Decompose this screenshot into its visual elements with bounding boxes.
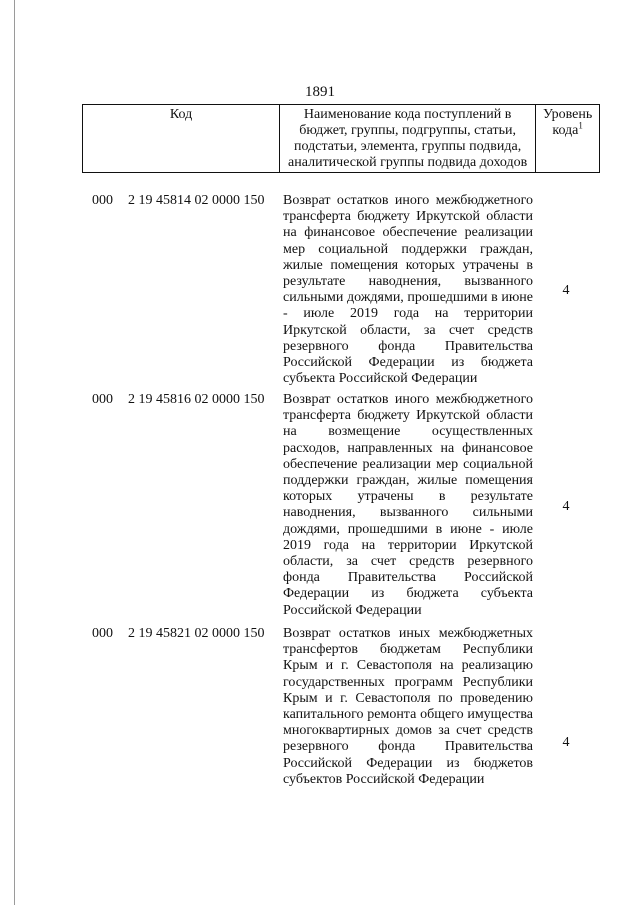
table-header bbox=[82, 104, 600, 173]
header-name: Наименование кода поступлений в бюджет, группы, подгруппы, статьи, подстатьи, элемента, группы подвида, аналитической группы подвида доходов bbox=[280, 105, 536, 173]
admin-code: 000 bbox=[92, 392, 113, 407]
header-code: Код bbox=[83, 105, 280, 173]
code-level: 4 bbox=[562, 735, 570, 750]
header-level-label: Уровень кода bbox=[542, 107, 593, 138]
admin-code: 000 bbox=[92, 193, 113, 208]
page-number: 1891 bbox=[305, 84, 335, 100]
code-level: 4 bbox=[562, 499, 570, 514]
revenue-name: Возврат остатков иного межбюджетного трансферта бюджету Иркутской области на возмещение осуществленных расходов, направленных на финансовое обеспечение реализации мер социальной поддержки граждан, жилые помещения которых утрачены в результате наводнения, вызванного сильными дождями, прошедшими в июне - июле 2019 года на территории Иркутской области, за счет средств резервного фонда Правительства Российской Федерации из бюджета субъекта Российской Федерации bbox=[283, 392, 533, 618]
admin-code: 000 bbox=[92, 626, 113, 641]
code-level: 4 bbox=[562, 283, 570, 298]
page-left-edge bbox=[14, 0, 15, 905]
revenue-code: 2 19 45814 02 0000 150 bbox=[128, 193, 265, 208]
revenue-name: Возврат остатков иного межбюджетного трансферта бюджету Иркутской области на финансовое обеспечение реализации мер социальной поддержки граждан, жилые помещения которых утрачены в результате наводнения, вызванного сильными дождями, прошедшими в июне - июле 2019 года на территории Иркутской области, за счет средств резервного фонда Правительства Российской Федерации из бюджета субъекта Российской Федерации bbox=[283, 193, 533, 387]
header-level bbox=[536, 105, 600, 173]
revenue-code: 2 19 45816 02 0000 150 bbox=[128, 392, 265, 407]
revenue-code: 2 19 45821 02 0000 150 bbox=[128, 626, 265, 641]
revenue-name: Возврат остатков иных межбюджетных трансфертов бюджетам Республики Крым и г. Севастополя на реализацию государственных программ Республики Крым и г. Севастополя по проведению капитального ремонта общего имущества многоквартирных домов за счет средств резервного фонда Правительства Российской Федерации из бюджетов субъектов Российской Федерации bbox=[283, 626, 533, 787]
header-level-footnote: 1 bbox=[578, 120, 583, 131]
